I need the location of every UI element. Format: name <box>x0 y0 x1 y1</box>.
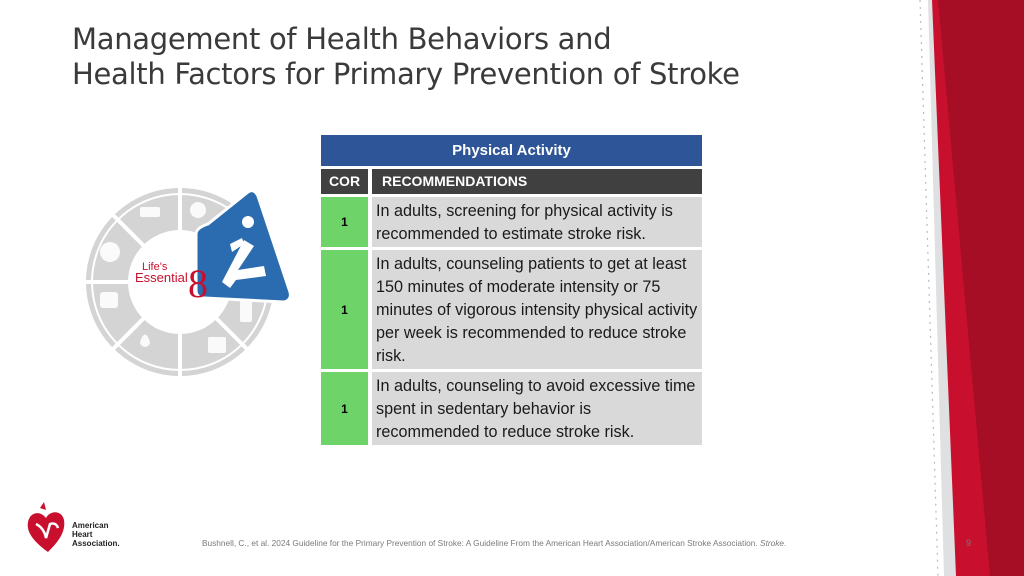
cor-cell: 1 <box>321 197 368 247</box>
table-column-headers <box>321 169 702 194</box>
aha-line-1: American <box>72 521 109 530</box>
recommendation-table <box>321 135 702 448</box>
wheel-label-essential: Essential <box>135 270 188 285</box>
slide-title <box>72 22 740 92</box>
recommendation-cell: In adults, counseling patients to get at least 150 minutes of moderate intensity or 75 minutes of vigorous intensity physical activity per week is recommended to reduce stroke risk. <box>372 250 702 369</box>
column-header-cor: COR <box>321 169 368 194</box>
citation-journal: Stroke <box>760 538 785 548</box>
aha-wordmark <box>72 521 120 548</box>
page-number: 9 <box>966 538 972 548</box>
citation-period: . <box>784 538 787 548</box>
title-line-1: Management of Health Behaviors and <box>72 22 612 56</box>
table-row <box>321 250 702 369</box>
table-header-physical-activity: Physical Activity <box>321 135 702 166</box>
citation-text: Bushnell, C., et al. 2024 Guideline for the Primary Prevention of Stroke: A Guideline From the American Heart Association/American Stroke Association. <box>202 538 758 548</box>
wheel-label-8: 8 <box>188 261 208 306</box>
citation <box>202 538 786 548</box>
decorative-red-stripe <box>904 0 1024 576</box>
cor-cell: 1 <box>321 250 368 369</box>
wheel-label-lifes: Life's <box>142 261 168 273</box>
recommendation-cell: In adults, screening for physical activity is recommended to estimate stroke risk. <box>372 197 702 247</box>
recommendation-cell: In adults, counseling to avoid excessive time spent in sedentary behavior is recommended to reduce stroke risk. <box>372 372 702 445</box>
aha-line-3: Association. <box>72 539 120 548</box>
aha-line-2: Heart <box>72 530 93 539</box>
cor-cell: 1 <box>321 372 368 445</box>
column-header-recommendations: RECOMMENDATIONS <box>372 169 702 194</box>
table-row <box>321 197 702 247</box>
table-row <box>321 372 702 445</box>
lifes-essential-8-wheel <box>80 182 298 377</box>
title-line-2: Health Factors for Primary Prevention of Stroke <box>72 57 740 91</box>
